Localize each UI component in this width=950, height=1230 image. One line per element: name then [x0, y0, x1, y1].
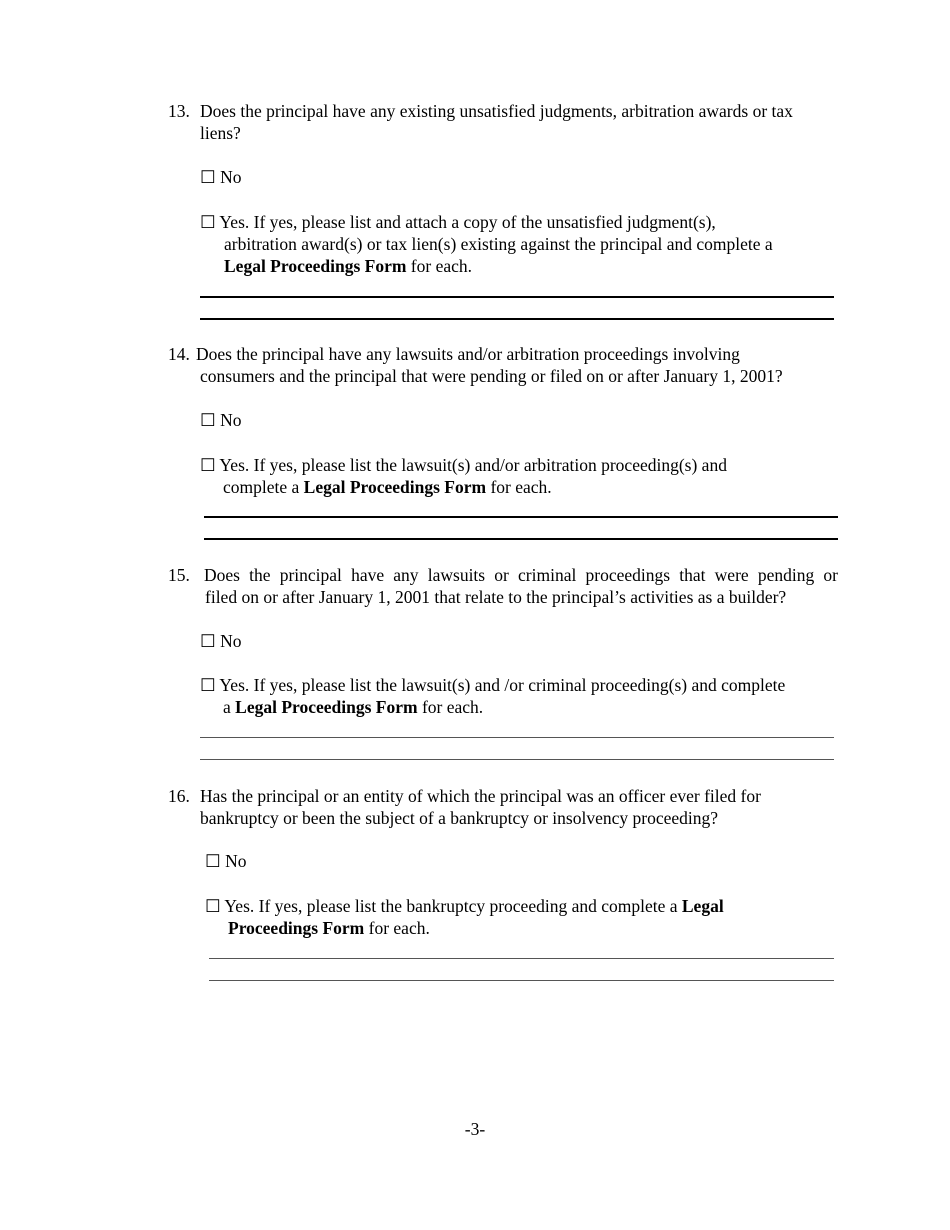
question-number: 14. [168, 344, 190, 364]
proceedings-form-label: Proceedings Form [228, 918, 365, 938]
no-checkbox[interactable]: ☐ No [200, 410, 242, 430]
legal-label: Legal [681, 896, 724, 916]
question-text-line2: liens? [200, 123, 241, 143]
question-text-line2: consumers and the principal that were pending or filed on or after January 1, 2001? [200, 366, 783, 386]
question-number: 16. [168, 786, 190, 806]
no-checkbox[interactable]: ☐ No [200, 167, 242, 187]
answer-line[interactable] [200, 759, 834, 760]
yes-text-line2: arbitration award(s) or tax lien(s) existing against the principal and complete a [224, 234, 773, 254]
legal-proceedings-form-label: Legal Proceedings Form [235, 697, 418, 717]
no-checkbox[interactable]: ☐ No [205, 851, 247, 871]
legal-proceedings-form-label: Legal Proceedings Form [224, 256, 407, 276]
question-number: 13. [168, 101, 190, 121]
question-text-line2: bankruptcy or been the subject of a bankruptcy or insolvency proceeding? [200, 808, 719, 828]
answer-line[interactable] [204, 516, 838, 518]
yes-checkbox[interactable]: ☐ Yes. If yes, please list and attach a copy of the unsatisfied judgment(s), [200, 212, 716, 232]
answer-line[interactable] [209, 980, 834, 981]
question-text-line2: filed on or after January 1, 2001 that relate to the principal’s activities as a builder? [205, 587, 787, 607]
answer-line[interactable] [200, 737, 834, 738]
question-number: 15. [168, 565, 190, 585]
page-number: -3- [464, 1119, 486, 1139]
legal-proceedings-form-label: Legal Proceedings Form [303, 477, 487, 497]
no-checkbox[interactable]: ☐ No [200, 631, 242, 651]
yes-text-line2: a Legal Proceedings Form for each. [223, 697, 484, 717]
yes-text-line2: complete a Legal Proceedings Form for each. [223, 477, 552, 497]
question-text-line1: Has the principal or an entity of which the principal was an officer ever filed for [200, 786, 761, 806]
answer-line[interactable] [200, 296, 834, 298]
answer-line[interactable] [200, 318, 834, 320]
yes-text-line3: Legal Proceedings Form for each. [224, 256, 473, 276]
question-text-line1: Does the principal have any lawsuits or criminal proceedings that were pending or [204, 565, 838, 585]
answer-line[interactable] [204, 538, 838, 540]
yes-checkbox[interactable]: ☐ Yes. If yes, please list the lawsuit(s) and /or criminal proceeding(s) and complete [200, 675, 786, 695]
answer-line[interactable] [209, 958, 834, 959]
yes-text-line2: Proceedings Form for each. [228, 918, 430, 938]
yes-checkbox[interactable]: ☐ Yes. If yes, please list the bankruptcy proceeding and complete a Legal [205, 896, 724, 916]
question-text-line1: Does the principal have any lawsuits and/or arbitration proceedings involving [196, 344, 740, 364]
yes-checkbox[interactable]: ☐ Yes. If yes, please list the lawsuit(s) and/or arbitration proceeding(s) and [200, 455, 727, 475]
question-text-line1: Does the principal have any existing unsatisfied judgments, arbitration awards or tax [200, 101, 793, 121]
